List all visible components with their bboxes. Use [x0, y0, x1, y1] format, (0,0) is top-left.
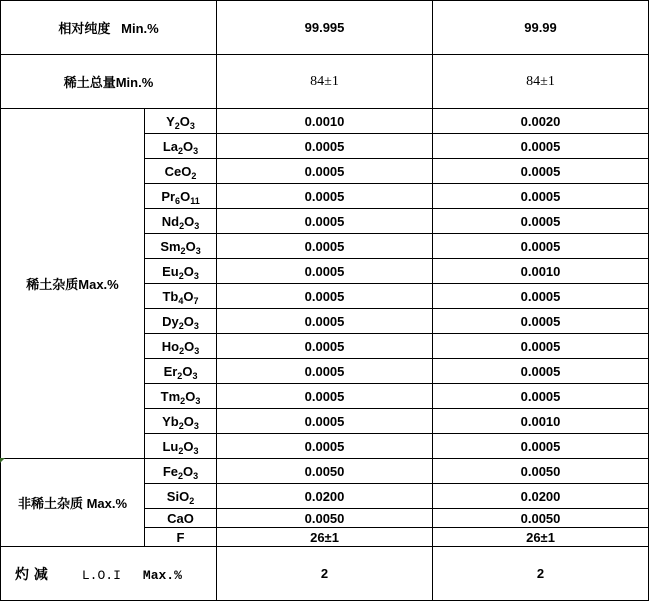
formula-part-el: Tb [162, 288, 179, 304]
formula-part-n2: 3 [195, 245, 201, 256]
total-rare-earth-value-1: 84±1 [217, 55, 433, 109]
loi-value-2: 2 [433, 547, 649, 601]
formula-part-n1: 2 [179, 220, 185, 231]
relative-purity-value-2: 99.99 [433, 1, 649, 55]
formula-part-n2: 3 [193, 470, 199, 481]
impurity-formula [145, 134, 217, 159]
formula-part-n1: 2 [178, 420, 184, 431]
impurity-formula [145, 109, 217, 134]
formula-part-el: Lu [162, 438, 179, 454]
impurity-formula [145, 234, 217, 259]
formula-part-n1: 2 [177, 370, 183, 381]
impurity-formula [145, 434, 217, 459]
loi-value-1: 2 [217, 547, 433, 601]
impurity-value-1: 0.0005 [217, 284, 433, 309]
total-rare-earth-label: 稀土总量Min.% [1, 55, 217, 109]
formula-part-el: Fe [162, 463, 179, 479]
impurity-value-2: 0.0050 [433, 459, 649, 484]
formula-part-el: Ho [161, 338, 180, 354]
relative-purity-label: 相对纯度 Min.% [1, 1, 217, 55]
impurity-formula [145, 359, 217, 384]
formula-part-n2: 2 [189, 495, 195, 506]
impurity-value-2: 0.0005 [433, 334, 649, 359]
impurity-value-1: 0.0005 [217, 309, 433, 334]
formula-part-n2: 3 [193, 320, 199, 331]
formula-part-el: Ca [167, 510, 184, 526]
impurity-formula [145, 459, 217, 484]
impurity-value-1: 0.0005 [217, 209, 433, 234]
impurity-formula [145, 528, 217, 547]
impurity-value-2: 0.0010 [433, 409, 649, 434]
formula-part-o: O [180, 188, 191, 204]
impurity-value-1: 0.0005 [217, 359, 433, 384]
impurity-value-2: 0.0005 [433, 359, 649, 384]
formula-part-o: O [183, 413, 194, 429]
impurity-value-2: 0.0050 [433, 509, 649, 528]
impurity-value-2: 0.0200 [433, 484, 649, 509]
impurity-value-1: 0.0005 [217, 384, 433, 409]
formula-part-n1: 2 [179, 345, 185, 356]
impurity-value-1: 0.0005 [217, 259, 433, 284]
formula-part-n2: 3 [193, 270, 199, 281]
impurity-row [1, 109, 649, 134]
impurity-value-2: 0.0005 [433, 159, 649, 184]
rare-earth-impurities-label: 稀土杂质Max.% [1, 109, 145, 459]
impurity-value-1: 0.0005 [217, 234, 433, 259]
formula-part-n1: 2 [178, 270, 184, 281]
impurity-row [1, 459, 649, 484]
impurity-value-2: 0.0005 [433, 209, 649, 234]
formula-part-n2: 7 [193, 295, 199, 306]
non-rare-earth-impurities-group [1, 459, 649, 547]
formula-part-n2: 3 [194, 220, 200, 231]
impurity-formula [145, 209, 217, 234]
impurity-formula [145, 259, 217, 284]
formula-part-el: F [176, 529, 185, 545]
formula-part-o: O [185, 388, 196, 404]
formula-part-n1: 2 [180, 245, 186, 256]
formula-part-n1: 2 [178, 145, 184, 156]
formula-part-n2: 3 [193, 420, 199, 431]
formula-part-n2: 3 [189, 120, 195, 131]
formula-part-o: O [183, 288, 194, 304]
loi-label-max: Max.% [142, 567, 182, 583]
formula-part-o: O [183, 138, 194, 154]
formula-part-el: Yb [162, 413, 179, 429]
loi-label-cn: 灼 减 [15, 566, 48, 583]
cell-corner-marker [0, 458, 5, 463]
impurity-value-2: 0.0005 [433, 284, 649, 309]
row-relative-purity [1, 1, 649, 55]
formula-part-o: O [182, 363, 193, 379]
row-loi [1, 547, 649, 601]
impurity-value-2: 0.0020 [433, 109, 649, 134]
formula-part-n2: 3 [194, 345, 200, 356]
impurity-value-2: 0.0005 [433, 309, 649, 334]
impurity-value-1: 0.0050 [217, 509, 433, 528]
formula-part-n2: 2 [191, 170, 197, 181]
formula-part-el: Y [166, 113, 175, 129]
impurity-value-1: 0.0005 [217, 184, 433, 209]
impurity-formula [145, 184, 217, 209]
loi-label [1, 547, 217, 601]
impurity-value-2: 0.0005 [433, 434, 649, 459]
impurity-formula [145, 284, 217, 309]
formula-part-n1: 2 [178, 320, 184, 331]
formula-part-el: Pr [161, 188, 176, 204]
impurity-value-1: 0.0050 [217, 459, 433, 484]
formula-part-n2: 3 [193, 145, 199, 156]
formula-part-o: O [183, 510, 194, 526]
impurity-formula [145, 309, 217, 334]
row-total-rare-earth [1, 55, 649, 109]
impurity-formula [145, 409, 217, 434]
formula-part-n2: 3 [193, 445, 199, 456]
formula-part-n2: 3 [195, 395, 201, 406]
formula-part-o: O [181, 163, 192, 179]
formula-part-o: O [183, 313, 194, 329]
impurity-value-2: 0.0010 [433, 259, 649, 284]
impurity-value-1: 0.0005 [217, 409, 433, 434]
impurity-value-2: 0.0005 [433, 384, 649, 409]
impurity-value-1: 0.0005 [217, 134, 433, 159]
formula-part-o: O [183, 263, 194, 279]
formula-part-el: Si [166, 488, 180, 504]
formula-part-o: O [183, 463, 194, 479]
formula-part-o: O [184, 213, 195, 229]
formula-part-el: Er [163, 363, 178, 379]
impurity-value-1: 0.0200 [217, 484, 433, 509]
impurity-formula [145, 384, 217, 409]
total-rare-earth-value-2: 84±1 [433, 55, 649, 109]
formula-part-n1: 2 [174, 120, 180, 131]
formula-part-n1: 4 [178, 295, 184, 306]
formula-part-el: La [162, 138, 179, 154]
formula-part-n1: 2 [180, 395, 186, 406]
formula-part-el: Sm [160, 238, 181, 254]
formula-part-el: Eu [162, 263, 179, 279]
impurity-value-2: 0.0005 [433, 234, 649, 259]
formula-part-o: O [184, 338, 195, 354]
formula-part-el: Nd [161, 213, 180, 229]
impurity-value-1: 0.0010 [217, 109, 433, 134]
formula-part-n2: 11 [190, 195, 200, 206]
formula-part-o: O [179, 113, 190, 129]
formula-part-n1: 2 [178, 445, 184, 456]
rare-earth-impurities-group [1, 109, 649, 459]
loi-label-en: L.O.I [81, 567, 121, 583]
impurity-formula [145, 159, 217, 184]
formula-part-n2: 3 [192, 370, 198, 381]
formula-part-el: Tm [160, 388, 181, 404]
formula-part-el: Ce [164, 163, 182, 179]
formula-part-o: O [183, 438, 194, 454]
formula-part-el: Dy [162, 313, 179, 329]
formula-part-o: O [179, 488, 190, 504]
impurity-value-1: 0.0005 [217, 434, 433, 459]
impurity-value-2: 0.0005 [433, 184, 649, 209]
impurity-formula [145, 509, 217, 528]
impurity-value-2: 0.0005 [433, 134, 649, 159]
non-rare-earth-impurities-label: 非稀土杂质 Max.% [1, 459, 145, 547]
impurity-value-1: 26±1 [217, 528, 433, 547]
impurity-value-1: 0.0005 [217, 334, 433, 359]
impurity-value-1: 0.0005 [217, 159, 433, 184]
impurity-formula [145, 334, 217, 359]
relative-purity-value-1: 99.995 [217, 1, 433, 55]
impurity-value-2: 26±1 [433, 528, 649, 547]
formula-part-n1: 2 [178, 470, 184, 481]
impurity-formula [145, 484, 217, 509]
formula-part-n1: 6 [175, 195, 181, 206]
formula-part-o: O [185, 238, 196, 254]
